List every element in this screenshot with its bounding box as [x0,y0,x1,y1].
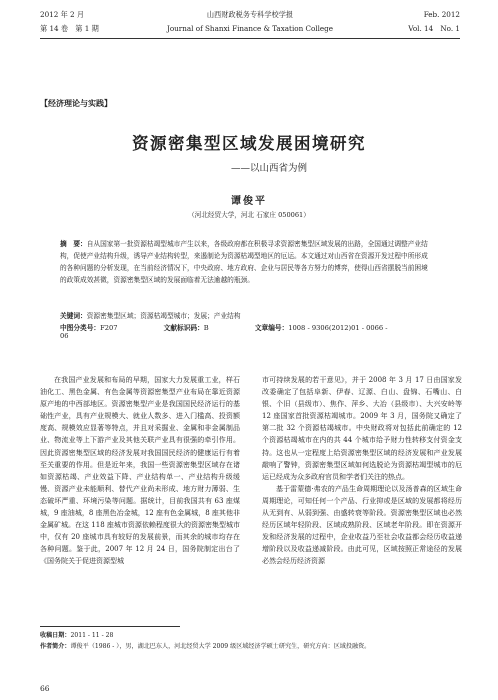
header-journal-en: Journal of Shanxi Finance & Taxation College [166,24,334,33]
body-paragraph: 在我国产业发展和布局的早期，国家大力发展重工业，样石油化工、黑色金属、有色金属等资源密集型产业布局在靠近资源原产地的中西部地区。资源密集型产业是我国国民经济运行的基础性产业，具有产业规模大、就业人数多、进入门槛高、投资额度高、规模效应显著等特点，并且对采掘业、金属和非金属制品业、物流业等上下游产业及其他关联产业具有很强的牵引作用。因此资源密集型区域的经济发展对我国国民经济的健康运行有着至关重要的作用。但是近年来，我国一些资源密集型区域存在诸如资源枯竭、产业效益下降、产业结构单一、产业结构升级缓慢、资源产业未能顺利、替代产业尚未形成、地方财力薄弱、生态破坏严重、环境污染等问题。据统计，目前我国共有 63 座煤城，9 座油城，8 座黑色冶金城，12 座有色金属城，8 座其他非金属矿城。在这 118 座城市资源依赖程度很大的资源密集型城市中，仅有 20 座城市具有较好的发展前景，而其余的城市均存在各种问题。鉴于此，2007 年 12 月 24 日，国务院制定出台了《国务院关于促进资源型城 [40,376,240,566]
keywords-label: 关键词： [60,312,87,320]
footnote-label: 收稿日期： [40,632,71,639]
footnote-rule [40,626,180,627]
article-no-value: 1008 - 9306(2012)01 - 0066 - 06 [60,324,388,340]
header-rule [40,38,460,39]
article-title: 资源密集型区域发展困境研究 [132,134,366,153]
keywords [60,310,428,320]
body-column-left [40,374,240,568]
author-affiliation: （河北经贸大学，河北 石家庄 050061） [188,211,310,219]
article-no-label: 文章编号： [254,324,289,332]
running-header [40,10,460,52]
abstract-label: 摘 要： [60,240,87,248]
body-paragraph: 市可持续发展的若干意见》，并于 2008 年 3 月 17 日由国家发改委确定了包括阜新、伊春、辽源、白山、盘锦、石嘴山、白银、个旧（县级市）、焦作、萍乡、大冶（县级市）、大兴安岭等 12 座国家首批资源枯竭城市。2009 年 3 月，国务院又确定了第二批 32 个资源枯竭城市。中央财政将对包括此前确定的 12 个资源枯竭城市在内的共 44 个城市给予财力性转移支付资金支持。这也从一定程度上给资源密集型区域的经济发展和产业发展敲响了警钟，资源密集型区域如何选脱论为资源枯竭型城市的厄运已经成为众多政府官员和学者们关注的热点。 [262,376,462,481]
doc-code-label: 文献标识码： [163,324,204,332]
header-journal-cn: 山西财政税务专科学校学报 [206,10,294,19]
section-tag: 【经济理论与实践】 [40,98,112,108]
clc-value: F207 [100,324,118,332]
header-vol-en: Vol. 14 No. 1 [408,24,460,33]
header-date-en: Feb. 2012 [423,10,460,19]
footnote-text: 2011 - 11 - 28 [70,632,114,639]
clc-label: 中图分类号： [60,324,101,332]
author-name: 谭俊平 [231,196,267,207]
classification-line [60,322,428,340]
keywords-text: 资源密集型区域；资源枯竭型城市；发展；产业结构 [86,312,241,320]
abstract-text: 自从国家第一批资源枯竭型城市产生以来，各级政府都在积极寻求资源密集型区域发展的出路，全国通过调整产业结构，促使产业结构升级，诱导产业结构转型，来遏制论为资源枯竭型地区的厄运。本文通过对山西省在资源开发过程中所形成的各种问题的分析发现，在当前经济情况下，中央政府、地方政府、企业与居民等各方努力的博弈，使得山西省摆脱当前困境的政策成效甚微，资源密集型区域的发展面临着无法逾越的瓶颈。 [60,240,428,284]
footnote-author [40,641,460,652]
page-number: 66 [40,684,50,693]
abstract [60,238,428,286]
article-subtitle: ——以山西省为例 [230,163,307,174]
body-paragraph: 基于雷蒙德·弗农的产品生命周期理论以及汤普森的区域生命周期理论，可知任何一个产品、行业抑或是区域的发展都将经历从无到有、从弱到强、由盛转衰等阶段。资源密集型区域也必然经历区域年轻阶段、区域成熟阶段、区域老年阶段。即在资源开发和经济发展的过程中，企业收益乃至社会收益都会经历收益递增阶段以及收益递减阶段。由此可见，区域按照正常途径的发展必然会经历经济资源 [262,484,462,566]
footnote-text: 谭俊平（1986 - ），男，湖北巴东人，河北经贸大学 2009 级区域经济学硕士研究生，研究方向：区域投融资。 [70,643,371,650]
footnotes [40,630,460,652]
header-issue-cn: 第 14 卷 第 1 期 [40,24,99,33]
footnote-label: 作者简介： [40,643,71,650]
body-column-right [262,374,462,568]
doc-code-value: B [203,324,209,332]
header-date-cn: 2012 年 2 月 [40,10,85,19]
footnote-received [40,630,460,641]
